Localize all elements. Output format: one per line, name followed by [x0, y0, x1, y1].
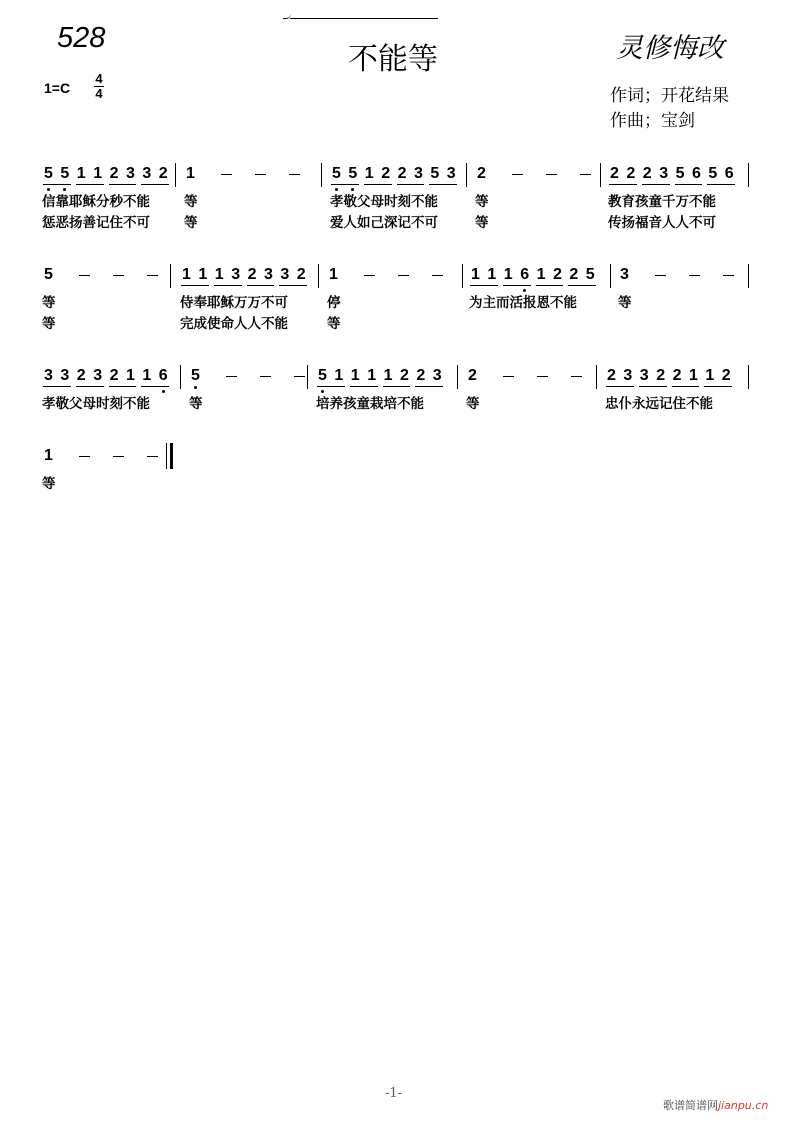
- beam-underline: [279, 285, 307, 286]
- note: 2: [158, 165, 168, 182]
- title-decoration-line: [290, 18, 438, 19]
- note: 2: [109, 367, 119, 384]
- beam-underline: [350, 386, 378, 387]
- note: 1: [142, 367, 152, 384]
- note: 1: [44, 447, 53, 464]
- beam-underline: [642, 184, 670, 185]
- lyric-verse2: 等: [184, 215, 198, 231]
- lyric-verse1: 孝敬父母时刻不能: [42, 396, 150, 412]
- lyric-verse1: 等: [466, 396, 480, 412]
- beam-underline: [672, 386, 700, 387]
- time-signature: [93, 72, 105, 101]
- low-octave-dot: [335, 188, 338, 191]
- lyric-verse2: 等: [475, 215, 489, 231]
- barline: [457, 365, 458, 389]
- note: 5: [191, 367, 200, 384]
- beam-underline: [317, 386, 345, 387]
- beam-underline: [181, 285, 209, 286]
- note: 5: [430, 165, 440, 182]
- note: 2: [247, 266, 257, 283]
- note: 3: [623, 367, 633, 384]
- sustain-dash: [147, 275, 158, 276]
- note: 3: [432, 367, 442, 384]
- final-barline-thin: [166, 443, 167, 469]
- lyric-verse2: 传扬福音人人不可: [608, 215, 716, 231]
- sustain-dash: [294, 376, 305, 377]
- note: 2: [109, 165, 119, 182]
- beam-underline: [214, 285, 242, 286]
- beam-underline: [606, 386, 634, 387]
- sustain-dash: [260, 376, 271, 377]
- note: 2: [607, 367, 616, 384]
- watermark-text: 歌谱简谱网: [663, 1099, 718, 1112]
- note: 3: [620, 266, 629, 283]
- lyric-verse1: 停: [327, 295, 341, 311]
- barline: [321, 163, 322, 187]
- note: 2: [672, 367, 682, 384]
- watermark: [663, 1097, 768, 1113]
- lyric-verse2: 惩恶扬善记住不可: [42, 215, 150, 231]
- time-signature-top: 4: [95, 71, 103, 86]
- note: 3: [659, 165, 669, 182]
- note: 3: [44, 367, 53, 384]
- beam-underline: [141, 184, 169, 185]
- final-barline-thick: [170, 443, 173, 469]
- beam-underline: [76, 184, 104, 185]
- barline: [175, 163, 176, 187]
- note: 2: [296, 266, 306, 283]
- barline: [748, 163, 749, 187]
- lyric-verse1: 等: [42, 476, 56, 492]
- sustain-dash: [655, 275, 666, 276]
- beam-underline: [331, 184, 359, 185]
- beam-underline: [364, 184, 392, 185]
- barline: [318, 264, 319, 288]
- note: 6: [158, 367, 168, 384]
- lyric-verse1: 培养孩童栽培不能: [316, 396, 424, 412]
- sustain-dash: [571, 376, 582, 377]
- note: 5: [332, 165, 341, 182]
- arranger-note: 灵修悔改: [616, 33, 724, 64]
- song-number: 528: [57, 22, 106, 54]
- lyricist: 作词；开花结果: [610, 86, 729, 106]
- sustain-dash: [364, 275, 375, 276]
- beam-underline: [415, 386, 443, 387]
- note: 1: [350, 367, 360, 384]
- sustain-dash: [113, 275, 124, 276]
- note: 6: [692, 165, 701, 182]
- barline: [600, 163, 601, 187]
- note: 2: [400, 367, 409, 384]
- sustain-dash: [79, 275, 90, 276]
- note: 3: [93, 367, 103, 384]
- note: 1: [367, 367, 377, 384]
- note: 2: [642, 165, 652, 182]
- barline: [307, 365, 308, 389]
- note: 1: [76, 165, 86, 182]
- barline: [748, 264, 749, 288]
- beam-underline: [470, 285, 498, 286]
- low-octave-dot: [162, 390, 165, 393]
- lyric-verse1: 等: [618, 295, 632, 311]
- note: 3: [126, 165, 135, 182]
- low-octave-dot: [351, 188, 354, 191]
- sustain-dash: [689, 275, 700, 276]
- time-signature-bottom: 4: [95, 86, 103, 101]
- note: 2: [416, 367, 426, 384]
- sustain-dash: [255, 174, 266, 175]
- note: 3: [280, 266, 290, 283]
- lyric-verse2: 爱人如己深记不可: [330, 215, 438, 231]
- beam-underline: [109, 184, 137, 185]
- note: 1: [182, 266, 191, 283]
- beam-underline: [43, 386, 71, 387]
- low-octave-dot: [63, 188, 66, 191]
- lyric-verse1: 等: [475, 194, 489, 210]
- note: 3: [414, 165, 423, 182]
- lyric-verse2: 等: [327, 316, 341, 332]
- sustain-dash: [503, 376, 514, 377]
- note: 3: [446, 165, 456, 182]
- note: 2: [76, 367, 86, 384]
- beam-underline: [675, 184, 703, 185]
- sustain-dash: [226, 376, 237, 377]
- note: 5: [318, 367, 327, 384]
- barline: [466, 163, 467, 187]
- sustain-dash: [512, 174, 523, 175]
- barline: [748, 365, 749, 389]
- lyric-verse1: 等: [189, 396, 203, 412]
- beam-underline: [503, 285, 531, 286]
- barline: [170, 264, 171, 288]
- sustain-dash: [537, 376, 548, 377]
- beam-underline: [536, 285, 564, 286]
- note: 2: [569, 266, 579, 283]
- lyric-verse1: 孝敬父母时刻不能: [330, 194, 438, 210]
- sustain-dash: [113, 456, 124, 457]
- sustain-dash: [398, 275, 409, 276]
- note: 1: [487, 266, 497, 283]
- note: 3: [639, 367, 649, 384]
- note: 2: [397, 165, 407, 182]
- beam-underline: [568, 285, 596, 286]
- barline: [180, 365, 181, 389]
- note: 5: [348, 165, 358, 182]
- page-title: 不能等: [348, 42, 438, 77]
- note: 1: [536, 266, 546, 283]
- composer: 作曲；宝剑: [610, 111, 695, 131]
- note: 6: [724, 165, 734, 182]
- beam-underline: [383, 386, 411, 387]
- note: 2: [381, 165, 391, 182]
- beam-underline: [247, 285, 275, 286]
- low-octave-dot: [47, 188, 50, 191]
- note: 5: [708, 165, 718, 182]
- page-number: -1-: [385, 1086, 403, 1101]
- beam-underline: [639, 386, 667, 387]
- lyric-verse1: 信靠耶稣分秒不能: [42, 194, 150, 210]
- beam-underline: [43, 184, 71, 185]
- lyric-verse1: 等: [42, 295, 56, 311]
- sustain-dash: [432, 275, 443, 276]
- note: 1: [186, 165, 195, 182]
- note: 1: [471, 266, 480, 283]
- beam-underline: [397, 184, 425, 185]
- note: 1: [705, 367, 715, 384]
- note: 2: [477, 165, 486, 182]
- note: 2: [721, 367, 731, 384]
- low-octave-dot: [321, 390, 324, 393]
- sustain-dash: [79, 456, 90, 457]
- note: 1: [383, 367, 393, 384]
- note: 5: [585, 266, 595, 283]
- sustain-dash: [221, 174, 232, 175]
- beam-underline: [429, 184, 457, 185]
- note: 2: [610, 165, 619, 182]
- note: 6: [520, 266, 530, 283]
- beam-underline: [609, 184, 637, 185]
- note: 3: [60, 367, 70, 384]
- note: 5: [44, 165, 53, 182]
- low-octave-dot: [194, 386, 197, 389]
- beam-underline: [704, 386, 732, 387]
- note: 1: [126, 367, 135, 384]
- sustain-dash: [289, 174, 300, 175]
- low-octave-dot: [523, 289, 526, 292]
- sustain-dash: [147, 456, 158, 457]
- sustain-dash: [723, 275, 734, 276]
- note: 2: [553, 266, 562, 283]
- key-signature: 1=C: [44, 80, 71, 96]
- note: 5: [675, 165, 685, 182]
- note: 1: [198, 266, 208, 283]
- lyric-verse2: 等: [42, 316, 56, 332]
- beam-underline: [76, 386, 104, 387]
- barline: [610, 264, 611, 288]
- note: 1: [329, 266, 338, 283]
- barline: [596, 365, 597, 389]
- note: 3: [142, 165, 152, 182]
- watermark-url: jianpu.cn: [718, 1099, 769, 1112]
- beam-underline: [109, 386, 137, 387]
- note: 3: [264, 266, 273, 283]
- note: 2: [656, 367, 666, 384]
- note: 1: [214, 266, 224, 283]
- sustain-dash: [580, 174, 591, 175]
- note: 5: [60, 165, 70, 182]
- lyric-verse1: 为主而活报恩不能: [469, 295, 577, 311]
- sustain-dash: [546, 174, 557, 175]
- barline: [462, 264, 463, 288]
- note: 3: [231, 266, 241, 283]
- lyric-verse1: 等: [184, 194, 198, 210]
- note: 1: [93, 165, 103, 182]
- note: 1: [503, 266, 513, 283]
- lyric-verse1: 侍奉耶稣万万不可: [180, 295, 288, 311]
- beam-underline: [141, 386, 169, 387]
- beam-underline: [707, 184, 735, 185]
- note: 1: [364, 165, 374, 182]
- note: 1: [334, 367, 344, 384]
- lyric-verse2: 完成使命人人不能: [180, 316, 288, 332]
- note: 5: [44, 266, 53, 283]
- lyric-verse1: 忠仆永远记住不能: [605, 396, 713, 412]
- note: 1: [689, 367, 698, 384]
- note: 2: [626, 165, 636, 182]
- note: 2: [468, 367, 477, 384]
- lyric-verse1: 教育孩童千万不能: [608, 194, 716, 210]
